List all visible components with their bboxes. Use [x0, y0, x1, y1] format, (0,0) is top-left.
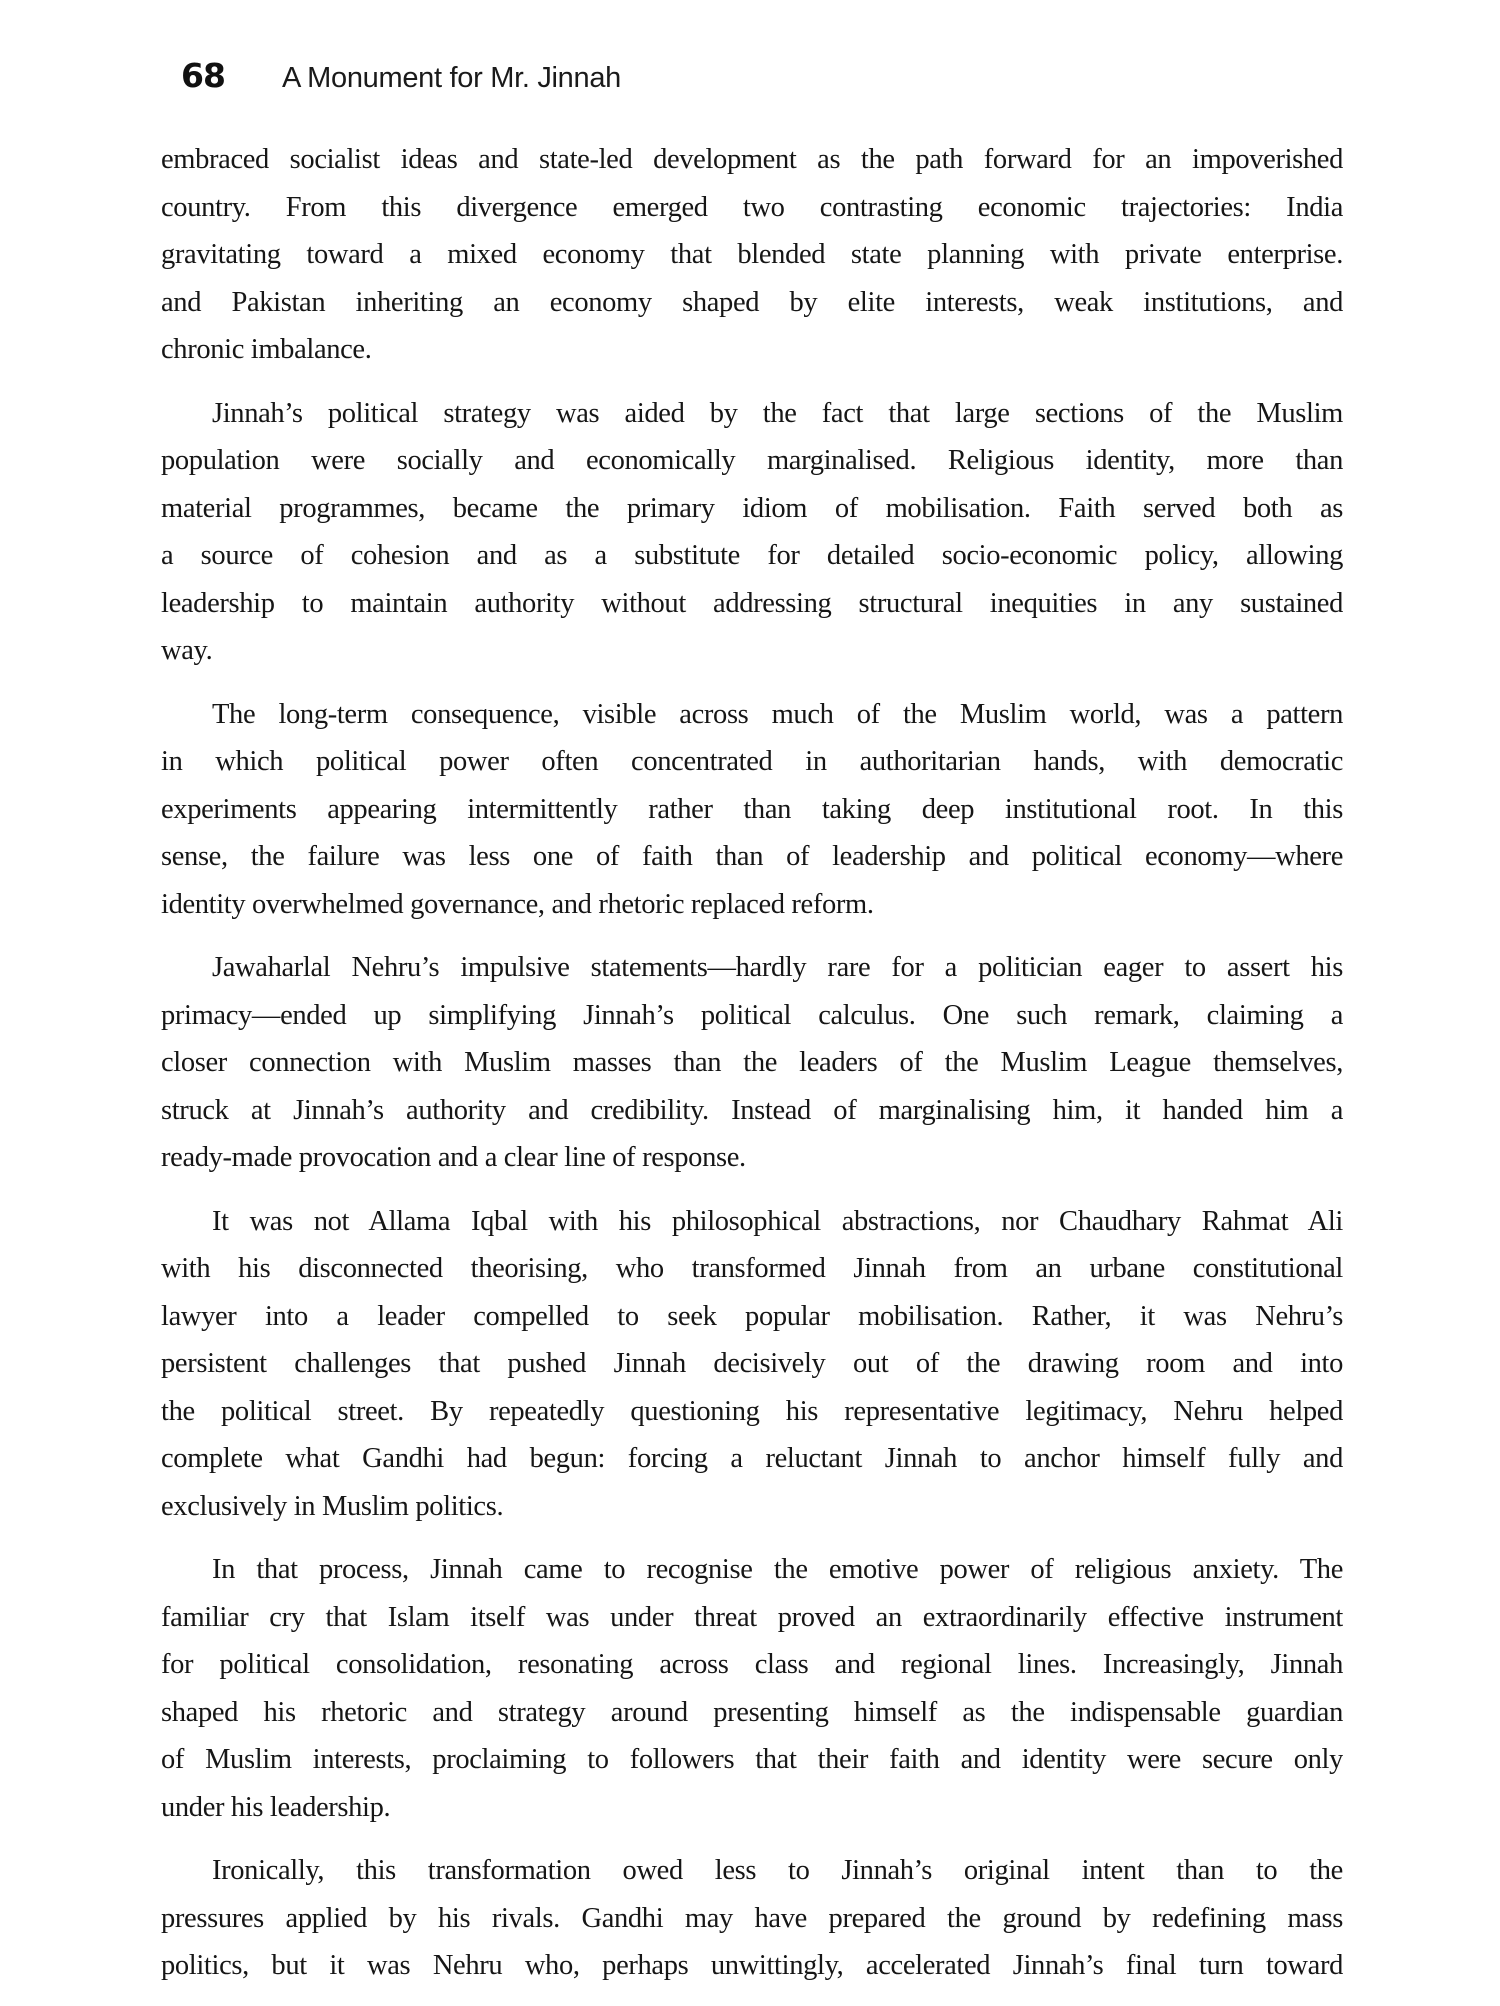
text-line: shaped his rhetoric and strategy around presenting himself as the indispensable guardian — [161, 1696, 1343, 1728]
paragraph — [161, 691, 1343, 929]
paragraph — [161, 1847, 1343, 1990]
text-line: In that process, Jinnah came to recognise the emotive power of religious anxiety. The — [212, 1554, 1343, 1585]
text-line: complete what Gandhi had begun: forcing a reluctant Jinnah to anchor himself fully and — [161, 1443, 1343, 1474]
text-line: embraced socialist ideas and state-led development as the path forward for an impoverished — [161, 144, 1343, 175]
text-line: struck at Jinnah’s authority and credibility. Instead of marginalising him, it handed him a — [161, 1094, 1343, 1126]
text-line: country. From this divergence emerged two contrasting economic trajectories: India — [161, 191, 1343, 223]
text-line: It was not Allama Iqbal with his philosophical abstractions, nor Chaudhary Rahmat Ali — [212, 1205, 1343, 1237]
text-line: persistent challenges that pushed Jinnah decisively out of the drawing room and into — [161, 1348, 1343, 1379]
text-line: exclusively in Muslim politics. — [161, 1490, 504, 1522]
running-title: A Monument for Mr. Jinnah — [281, 62, 621, 94]
page-number: 68 — [181, 56, 225, 95]
paragraph — [161, 1546, 1343, 1831]
text-line: in which political power often concentrated in authoritarian hands, with democratic — [161, 746, 1343, 777]
text-line: way. — [161, 635, 213, 666]
text-line: closer connection with Muslim masses than the leaders of the Muslim League themselves, — [161, 1047, 1343, 1078]
text-line: material programmes, became the primary idiom of mobilisation. Faith served both as — [161, 492, 1343, 524]
text-line: lawyer into a leader compelled to seek popular mobilisation. Rather, it was Nehru’s — [161, 1300, 1343, 1332]
text-line: under his leadership. — [161, 1791, 391, 1823]
text-line: gravitating toward a mixed economy that blended state planning with private enterprise. — [161, 239, 1343, 270]
text-line: leadership to maintain authority without addressing structural inequities in any sustained — [161, 587, 1343, 619]
paragraph — [161, 1198, 1343, 1531]
text-line: with his disconnected theorising, who transformed Jinnah from an urbane constitutional — [161, 1253, 1343, 1284]
text-line: and Pakistan inheriting an economy shaped by elite interests, weak institutions, and — [161, 286, 1343, 318]
text-line: of Muslim interests, proclaiming to followers that their faith and identity were secure only — [161, 1744, 1343, 1775]
text-line: Jinnah’s political strategy was aided by the fact that large sections of the Muslim — [212, 397, 1343, 429]
paragraph — [161, 136, 1343, 374]
paragraph — [161, 390, 1343, 675]
text-line: population were socially and economically marginalised. Religious identity, more than — [161, 445, 1343, 476]
text-line: ready-made provocation and a clear line of response. — [161, 1142, 746, 1173]
text-line: for political consolidation, resonating across class and regional lines. Increasingly, Jinnah — [161, 1649, 1343, 1680]
text-line: sense, the failure was less one of faith than of leadership and political economy—where — [161, 841, 1343, 872]
paragraph — [161, 944, 1343, 1182]
text-line: experiments appearing intermittently rather than taking deep institutional root. In this — [161, 793, 1343, 825]
text-line: identity overwhelmed governance, and rhetoric replaced reform. — [161, 888, 874, 920]
body-text — [161, 136, 1343, 2006]
text-line: pressures applied by his rivals. Gandhi may have prepared the ground by redefining mass — [161, 1902, 1343, 1934]
text-line: a source of cohesion and as a substitute for detailed socio-economic policy, allowing — [161, 540, 1343, 571]
text-line: chronic imbalance. — [161, 334, 372, 365]
text-line: The long-term consequence, visible across much of the Muslim world, was a pattern — [212, 698, 1343, 730]
text-line: familiar cry that Islam itself was under threat proved an extraordinarily effective instrument — [161, 1601, 1343, 1633]
text-line: politics, but it was Nehru who, perhaps unwittingly, accelerated Jinnah’s final turn toward — [161, 1950, 1343, 1981]
text-line: Ironically, this transformation owed less to Jinnah’s original intent than to the — [212, 1855, 1343, 1886]
text-line: primacy—ended up simplifying Jinnah’s political calculus. One such remark, claiming a — [161, 999, 1343, 1031]
text-line: Jawaharlal Nehru’s impulsive statements—hardly rare for a politician eager to assert his — [212, 952, 1343, 983]
running-head — [181, 56, 621, 96]
text-line: the political street. By repeatedly questioning his representative legitimacy, Nehru helped — [161, 1395, 1343, 1427]
